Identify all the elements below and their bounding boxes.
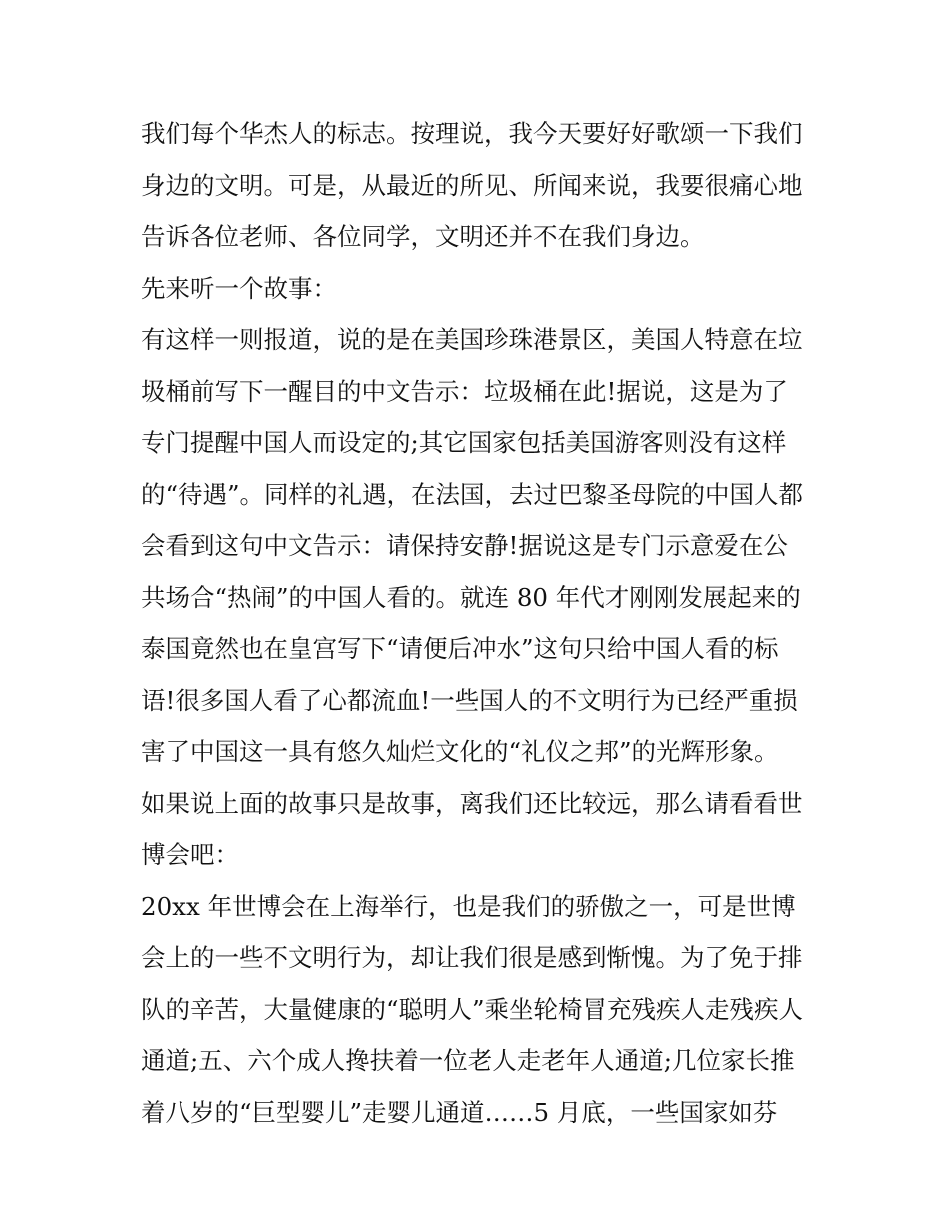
text-line: 有这样一则报道，说的是在美国珍珠港景区，美国人特意在垃 [141, 325, 803, 354]
text-line: 如果说上面的故事只是故事，离我们还比较远，那么请看看世 [141, 788, 803, 818]
text-line: 身边的文明。可是，从最近的所见、所闻来说，我要很痛心地 [141, 170, 803, 200]
text-line: 博会吧： [141, 840, 239, 869]
text-line: 着八岁的“巨型婴儿”走婴儿通道……5 月底，一些国家如芬 [141, 1097, 778, 1127]
text-line: 害了中国这一具有悠久灿烂文化的“礼仪之邦”的光辉形象。 [141, 737, 779, 766]
text-line: 队的辛苦，大量健康的“聪明人”乘坐轮椅冒充残疾人走残疾人 [141, 994, 804, 1024]
text-line: 告诉各位老师、各位同学，文明还并不在我们身边。 [141, 222, 705, 251]
text-line: 圾桶前写下一醒目的中文告示：垃圾桶在此!据说，这是为了 [141, 376, 788, 406]
text-line: 我们每个华杰人的标志。按理说，我今天要好好歌颂一下我们 [141, 119, 803, 148]
text-line: 共场合“热闹”的中国人看的。就连 80 年代才刚刚发展起来的 [141, 582, 801, 612]
text-line: 专门提醒中国人而设定的;其它国家包括美国游客则没有这样 [141, 428, 787, 457]
text-line: 会上的一些不文明行为，却让我们很是感到惭愧。为了免于排 [141, 943, 803, 972]
text-line: 通道;五、六个成人搀扶着一位老人走老年人通道;几位家长推 [141, 1046, 795, 1075]
text-line: 的“待遇”。同样的礼遇，在法国，去过巴黎圣母院的中国人都 [141, 479, 804, 509]
text-line: 先来听一个故事： [141, 273, 337, 303]
text-line: 泰国竟然也在皇宫写下“请便后冲水”这句只给中国人看的标 [141, 634, 779, 663]
text-line: 20xx 年世博会在上海举行，也是我们的骄傲之一，可是世博 [141, 891, 796, 921]
document-body [141, 108, 813, 1138]
text-line: 会看到这句中文告示：请保持安静!据说这是专门示意爱在公 [141, 531, 788, 560]
text-line: 语!很多国人看了心都流血!一些国人的不文明行为已经严重损 [141, 685, 798, 715]
